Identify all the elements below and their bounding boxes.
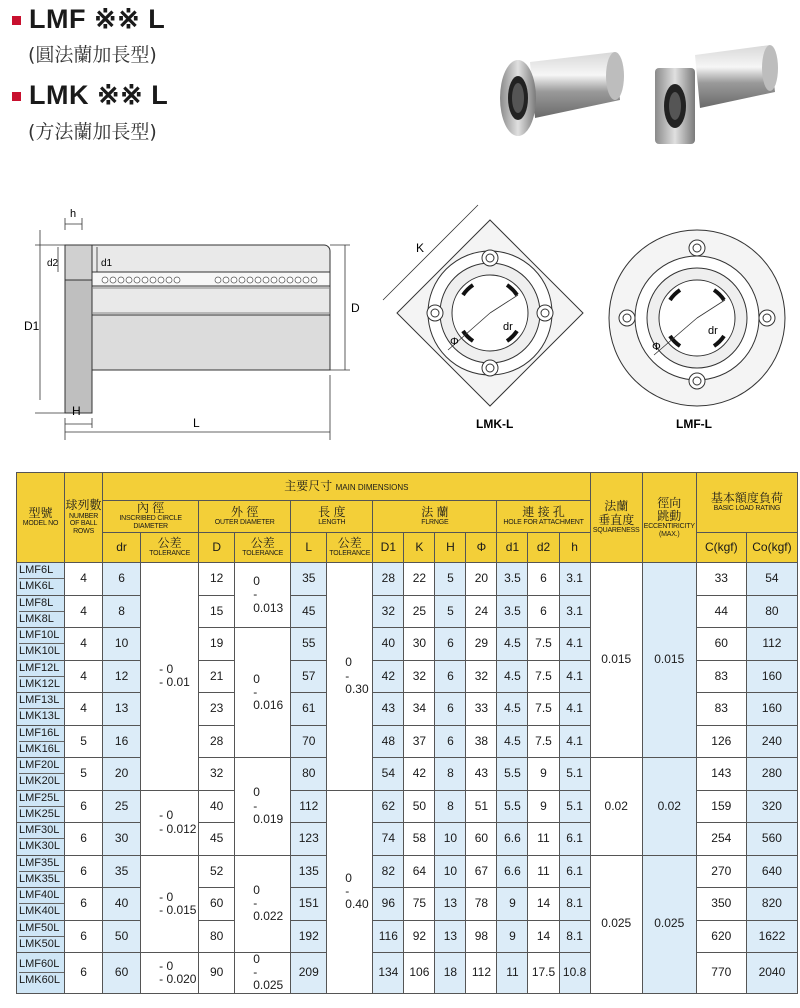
Co-cell: 2040 <box>746 953 797 994</box>
D1-col: D1 <box>373 533 404 563</box>
phi-cell: 67 <box>466 855 497 888</box>
dr-cell: 12 <box>103 660 141 693</box>
h-cell: 3.1 <box>559 563 590 596</box>
d1-cell: 4.5 <box>497 628 528 661</box>
phi-cell: 24 <box>466 595 497 628</box>
L-cell: 151 <box>291 888 327 921</box>
d1-label: d1 <box>101 258 113 269</box>
d1-cell: 6.6 <box>497 823 528 856</box>
dr-cell: 60 <box>103 953 141 994</box>
h-cell: 4.1 <box>559 660 590 693</box>
model-cell: LMF40L LMK40L <box>17 888 65 921</box>
phi-cell: 112 <box>466 953 497 994</box>
red-bullet-icon <box>12 92 21 101</box>
model-cell: LMF60L LMK60L <box>17 953 65 994</box>
D1-cell: 43 <box>373 693 404 726</box>
D-cell: 80 <box>199 920 235 953</box>
D-cell: 12 <box>199 563 235 596</box>
hole-header: 連 接 孔 HOLE FOR ATTACHMENT <box>497 501 590 533</box>
H-cell: 6 <box>435 693 466 726</box>
d1-cell: 3.5 <box>497 595 528 628</box>
red-bullet-icon <box>12 16 21 25</box>
h-cell: 8.1 <box>559 920 590 953</box>
spec-table <box>16 472 798 994</box>
H-cell: 5 <box>435 563 466 596</box>
D-tol-col: 公差 TOLERANCE <box>235 533 291 563</box>
length-header: 長 度 LENGTH <box>291 501 373 533</box>
D1-cell: 96 <box>373 888 404 921</box>
ball-rows-cell: 6 <box>65 953 103 994</box>
d1-cell: 9 <box>497 920 528 953</box>
D-cell: 45 <box>199 823 235 856</box>
outer-diameter-header: 外 徑 OUTER DIAMETER <box>199 501 291 533</box>
D-cell: 28 <box>199 725 235 758</box>
d1-cell: 9 <box>497 888 528 921</box>
ball-rows-cell: 6 <box>65 823 103 856</box>
D1-cell: 28 <box>373 563 404 596</box>
d1-cell: 5.5 <box>497 758 528 791</box>
d2-cell: 11 <box>528 855 559 888</box>
d2-cell: 17.5 <box>528 953 559 994</box>
lmk-l-label: LMK-L <box>476 417 514 431</box>
dr-label: dr <box>503 321 513 333</box>
D-tolerance-cell: 0 - 0.019 <box>235 758 291 856</box>
phi-cell: 29 <box>466 628 497 661</box>
H-cell: 10 <box>435 823 466 856</box>
lmf-subtitle: (圓法蘭加長型) <box>28 44 157 66</box>
Co-cell: 160 <box>746 693 797 726</box>
h-cell: 5.1 <box>559 790 590 823</box>
D-tolerance-cell: 0 - 0.022 <box>235 855 291 953</box>
side-section-drawing <box>20 200 370 440</box>
table-row <box>17 758 798 791</box>
d2-cell: 9 <box>528 758 559 791</box>
Co-col: Co(kgf) <box>746 533 797 563</box>
C-cell: 44 <box>696 595 746 628</box>
ball-rows-cell: 4 <box>65 563 103 596</box>
phi-cell: 33 <box>466 693 497 726</box>
ball-rows-cell: 6 <box>65 855 103 888</box>
squareness-cell: 0.015 <box>590 563 642 758</box>
L-cell: 192 <box>291 920 327 953</box>
ball-rows-cell: 6 <box>65 888 103 921</box>
h-cell: 4.1 <box>559 725 590 758</box>
Co-cell: 280 <box>746 758 797 791</box>
L-cell: 209 <box>291 953 327 994</box>
D-tolerance-cell: 0 - 0.016 <box>235 628 291 758</box>
ball-rows-cell: 4 <box>65 660 103 693</box>
lmf-title: LMF ※※ L <box>29 4 166 34</box>
dr-cell: 16 <box>103 725 141 758</box>
eccentricity-cell: 0.015 <box>642 563 696 758</box>
C-cell: 126 <box>696 725 746 758</box>
dr-cell: 8 <box>103 595 141 628</box>
D-cell: 90 <box>199 953 235 994</box>
L-cell: 135 <box>291 855 327 888</box>
d2-cell: 7.5 <box>528 660 559 693</box>
squareness-cell: 0.025 <box>590 855 642 993</box>
ball-rows-cell: 6 <box>65 790 103 823</box>
C-cell: 33 <box>696 563 746 596</box>
d1-cell: 11 <box>497 953 528 994</box>
L-tol-col: 公差 TOLERANCE <box>327 533 373 563</box>
lmf-heading <box>12 4 165 35</box>
C-cell: 350 <box>696 888 746 921</box>
table-row <box>17 563 798 596</box>
ball-rows-cell: 4 <box>65 628 103 661</box>
D-cell: 21 <box>199 660 235 693</box>
d2-cell: 6 <box>528 563 559 596</box>
D-cell: 19 <box>199 628 235 661</box>
d2-label: d2 <box>47 258 59 269</box>
H-label: H <box>72 404 81 418</box>
d1-cell: 6.6 <box>497 855 528 888</box>
C-cell: 83 <box>696 660 746 693</box>
Co-cell: 560 <box>746 823 797 856</box>
Co-cell: 160 <box>746 660 797 693</box>
phi-cell: 43 <box>466 758 497 791</box>
D-cell: 32 <box>199 758 235 791</box>
model-header: 型號 MODEL NO <box>17 473 65 563</box>
C-cell: 270 <box>696 855 746 888</box>
D-cell: 52 <box>199 855 235 888</box>
d1-cell: 4.5 <box>497 693 528 726</box>
phi-label: Φ <box>652 341 661 353</box>
inner-diameter-header: 內 徑 INSCRIBED CIRCLE DIAMETER <box>103 501 199 533</box>
h-label: h <box>70 208 77 220</box>
model-cell: LMF13L LMK13L <box>17 693 65 726</box>
model-cell: LMF16L LMK16L <box>17 725 65 758</box>
h-cell: 6.1 <box>559 823 590 856</box>
L-tolerance-cell: 0 - 0.30 <box>327 563 373 791</box>
lmk-subtitle: (方法蘭加長型) <box>28 121 157 143</box>
H-cell: 6 <box>435 725 466 758</box>
h-col: h <box>559 533 590 563</box>
Co-cell: 640 <box>746 855 797 888</box>
d2-cell: 14 <box>528 920 559 953</box>
dr-cell: 13 <box>103 693 141 726</box>
D1-label: D1 <box>24 319 40 333</box>
L-col: L <box>291 533 327 563</box>
C-cell: 620 <box>696 920 746 953</box>
D-cell: 23 <box>199 693 235 726</box>
d2-col: d2 <box>528 533 559 563</box>
d2-cell: 14 <box>528 888 559 921</box>
product-photos <box>480 40 790 160</box>
K-cell: 22 <box>404 563 435 596</box>
phi-label: Φ <box>450 336 459 348</box>
H-cell: 5 <box>435 595 466 628</box>
Co-cell: 1622 <box>746 920 797 953</box>
K-cell: 75 <box>404 888 435 921</box>
D1-cell: 82 <box>373 855 404 888</box>
lmk-photo <box>655 45 778 144</box>
D1-cell: 62 <box>373 790 404 823</box>
phi-cell: 32 <box>466 660 497 693</box>
model-cell: LMF25L LMK25L <box>17 790 65 823</box>
dr-label: dr <box>708 325 718 337</box>
model-cell: LMF12L LMK12L <box>17 660 65 693</box>
L-cell: 45 <box>291 595 327 628</box>
phi-cell: 51 <box>466 790 497 823</box>
dr-cell: 35 <box>103 855 141 888</box>
H-cell: 6 <box>435 660 466 693</box>
dr-cell: 20 <box>103 758 141 791</box>
K-cell: 32 <box>404 660 435 693</box>
H-cell: 13 <box>435 920 466 953</box>
C-cell: 143 <box>696 758 746 791</box>
D1-cell: 32 <box>373 595 404 628</box>
L-cell: 80 <box>291 758 327 791</box>
dr-cell: 50 <box>103 920 141 953</box>
C-col: C(kgf) <box>696 533 746 563</box>
h-cell: 6.1 <box>559 855 590 888</box>
rows-header: 球列數 NUMBER OF BALL ROWS <box>65 473 103 563</box>
L-cell: 55 <box>291 628 327 661</box>
C-cell: 60 <box>696 628 746 661</box>
H-cell: 10 <box>435 855 466 888</box>
dr-tolerance-cell: - 0 - 0.020 <box>141 953 199 994</box>
lmk-l-drawing <box>378 200 603 440</box>
L-cell: 35 <box>291 563 327 596</box>
lmk-heading <box>12 80 168 111</box>
d2-cell: 7.5 <box>528 725 559 758</box>
d2-cell: 9 <box>528 790 559 823</box>
lmf-photo <box>500 52 624 136</box>
d1-cell: 3.5 <box>497 563 528 596</box>
Co-cell: 820 <box>746 888 797 921</box>
D-label: D <box>351 301 360 315</box>
spec-table-wrapper <box>16 472 798 994</box>
d2-cell: 7.5 <box>528 628 559 661</box>
ball-rows-cell: 4 <box>65 693 103 726</box>
K-cell: 30 <box>404 628 435 661</box>
D-tolerance-cell: 0 - 0.013 <box>235 563 291 628</box>
D1-cell: 116 <box>373 920 404 953</box>
L-cell: 123 <box>291 823 327 856</box>
D1-cell: 40 <box>373 628 404 661</box>
Co-cell: 80 <box>746 595 797 628</box>
K-cell: 58 <box>404 823 435 856</box>
d1-cell: 4.5 <box>497 660 528 693</box>
Co-cell: 320 <box>746 790 797 823</box>
C-cell: 770 <box>696 953 746 994</box>
model-cell: LMF35L LMK35L <box>17 855 65 888</box>
H-cell: 8 <box>435 790 466 823</box>
D-cell: 60 <box>199 888 235 921</box>
K-cell: 92 <box>404 920 435 953</box>
H-cell: 13 <box>435 888 466 921</box>
dr-tolerance-cell: - 0 - 0.012 <box>141 790 199 855</box>
ball-rows-cell: 5 <box>65 758 103 791</box>
D1-cell: 48 <box>373 725 404 758</box>
H-cell: 8 <box>435 758 466 791</box>
phi-cell: 20 <box>466 563 497 596</box>
model-cell: LMF8L LMK8L <box>17 595 65 628</box>
d1-col: d1 <box>497 533 528 563</box>
h-cell: 3.1 <box>559 595 590 628</box>
dr-col: dr <box>103 533 141 563</box>
dr-tolerance-cell: - 0 - 0.015 <box>141 855 199 953</box>
K-cell: 25 <box>404 595 435 628</box>
lmf-l-label: LMF-L <box>676 417 712 431</box>
ball-rows-cell: 5 <box>65 725 103 758</box>
ball-rows-cell: 6 <box>65 920 103 953</box>
K-cell: 50 <box>404 790 435 823</box>
model-cell: LMF6L LMK6L <box>17 563 65 596</box>
dr-cell: 6 <box>103 563 141 596</box>
K-cell: 64 <box>404 855 435 888</box>
load-rating-header: 基本額度負荷 BASIC LOAD RATING <box>696 473 797 533</box>
L-label: L <box>193 416 200 430</box>
model-cell: LMF30L LMK30L <box>17 823 65 856</box>
eccentricity-header: 徑向 跳動 ECCENTIRICITY (MAX.) <box>642 473 696 563</box>
K-cell: 42 <box>404 758 435 791</box>
model-cell: LMF50L LMK50L <box>17 920 65 953</box>
d1-cell: 5.5 <box>497 790 528 823</box>
D-cell: 40 <box>199 790 235 823</box>
L-cell: 112 <box>291 790 327 823</box>
Co-cell: 240 <box>746 725 797 758</box>
D1-cell: 134 <box>373 953 404 994</box>
D1-cell: 54 <box>373 758 404 791</box>
phi-cell: 98 <box>466 920 497 953</box>
K-label: K <box>416 241 425 255</box>
D-tolerance-cell: 0 - 0.025 <box>235 953 291 994</box>
dr-tolerance-cell: - 0 - 0.01 <box>141 563 199 791</box>
D-cell: 15 <box>199 595 235 628</box>
d2-cell: 6 <box>528 595 559 628</box>
h-cell: 4.1 <box>559 693 590 726</box>
dr-cell: 10 <box>103 628 141 661</box>
K-cell: 37 <box>404 725 435 758</box>
L-tolerance-cell: 0 - 0.40 <box>327 790 373 993</box>
C-cell: 254 <box>696 823 746 856</box>
squareness-header: 法蘭 垂直度 SQUARENESS <box>590 473 642 563</box>
H-cell: 18 <box>435 953 466 994</box>
table-row <box>17 855 798 888</box>
eccentricity-cell: 0.025 <box>642 855 696 993</box>
K-cell: 34 <box>404 693 435 726</box>
H-cell: 6 <box>435 628 466 661</box>
h-cell: 4.1 <box>559 628 590 661</box>
squareness-cell: 0.02 <box>590 758 642 856</box>
d1-cell: 4.5 <box>497 725 528 758</box>
h-cell: 10.8 <box>559 953 590 994</box>
C-cell: 83 <box>696 693 746 726</box>
dr-cell: 30 <box>103 823 141 856</box>
main-dimensions-header: 主要尺寸 MAIN DIMENSIONS <box>103 473 591 501</box>
ball-rows-cell: 4 <box>65 595 103 628</box>
d2-cell: 7.5 <box>528 693 559 726</box>
Co-cell: 54 <box>746 563 797 596</box>
dr-cell: 25 <box>103 790 141 823</box>
K-col: K <box>404 533 435 563</box>
H-col: H <box>435 533 466 563</box>
phi-cell: 38 <box>466 725 497 758</box>
flange-header: 法 蘭 FLRNGE <box>373 501 497 533</box>
L-cell: 57 <box>291 660 327 693</box>
C-cell: 159 <box>696 790 746 823</box>
d2-cell: 11 <box>528 823 559 856</box>
D-col: D <box>199 533 235 563</box>
phi-col: Φ <box>466 533 497 563</box>
K-cell: 106 <box>404 953 435 994</box>
Co-cell: 112 <box>746 628 797 661</box>
dr-tol-col: 公差 TOLERANCE <box>141 533 199 563</box>
lmk-title: LMK ※※ L <box>29 80 169 110</box>
model-cell: LMF20L LMK20L <box>17 758 65 791</box>
phi-cell: 60 <box>466 823 497 856</box>
phi-cell: 78 <box>466 888 497 921</box>
h-cell: 5.1 <box>559 758 590 791</box>
L-cell: 70 <box>291 725 327 758</box>
L-cell: 61 <box>291 693 327 726</box>
eccentricity-cell: 0.02 <box>642 758 696 856</box>
D1-cell: 74 <box>373 823 404 856</box>
lmf-l-drawing <box>604 200 800 440</box>
D1-cell: 42 <box>373 660 404 693</box>
dr-cell: 40 <box>103 888 141 921</box>
model-cell: LMF10L LMK10L <box>17 628 65 661</box>
h-cell: 8.1 <box>559 888 590 921</box>
spec-table-body <box>17 563 798 994</box>
